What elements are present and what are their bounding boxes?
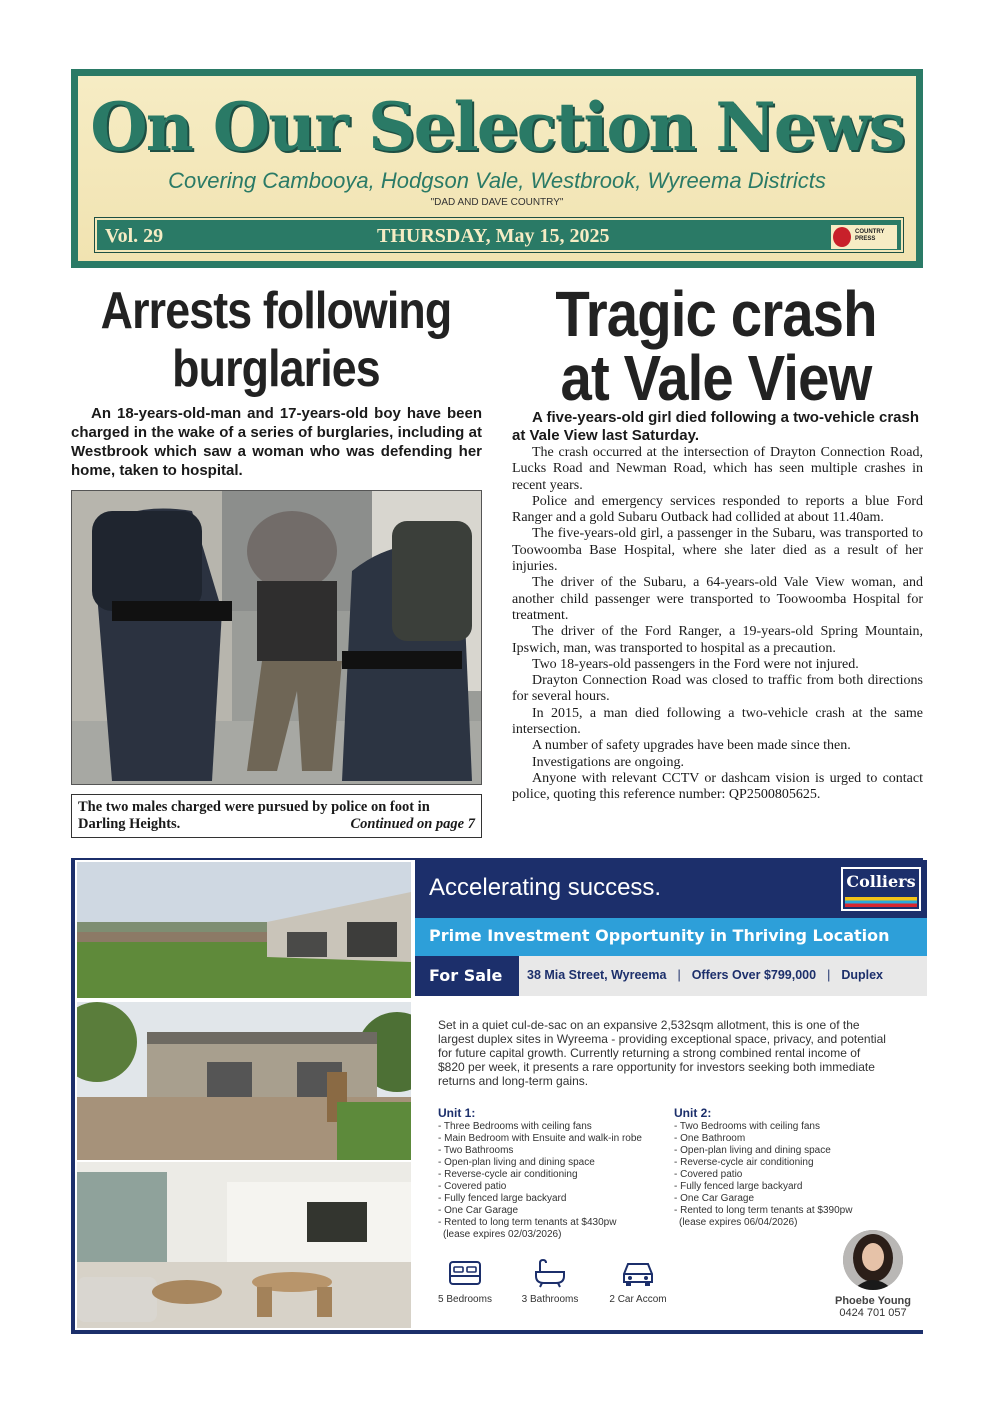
police-photo <box>71 490 482 785</box>
unit-1-features <box>438 1106 673 1241</box>
unit-feature: - One Bathroom <box>674 1133 746 1144</box>
paragraph: The driver of the Ford Ranger, a 19-years-old Spring Mountain, Ipswich, man, was transported to hospital as a precaution. <box>512 624 923 656</box>
paragraph: Two 18-years-old passengers in the Ford were not injured. <box>532 656 859 672</box>
paragraph: Police and emergency services responded to reports a blue Ford Ranger and a gold Subaru Outback had collided at about 11.40am. <box>512 493 923 526</box>
listing-info-row <box>415 956 927 996</box>
listing-price: Offers Over $799,000 <box>691 968 817 982</box>
unit-feature: - Open-plan living and dining space <box>674 1145 831 1156</box>
newspaper-title: On Our Selection News <box>90 88 904 166</box>
press-mark-icon <box>833 227 851 247</box>
listing-info <box>527 968 883 982</box>
listing-description: Set in a quiet cul-de-sac on an expansive 2,532sqm allotment, this is one of the largest duplex sites in Wyreema - providing exceptional space, privacy, and potential for future capital growth. Currently returning a strong combined rental income of $820 per week, it presents a rare opportunity for investors seeking both immediate returns and long-term gains. <box>438 1018 886 1088</box>
listing-type: Duplex <box>841 968 884 982</box>
property-interior-photo <box>77 1162 411 1328</box>
agent-avatar <box>843 1230 903 1290</box>
real-estate-ad[interactable] <box>71 858 923 1334</box>
listing-address: 38 Mia Street, Wyreema <box>527 968 667 982</box>
unit-feature: - Two Bedrooms with ceiling fans <box>674 1121 820 1132</box>
paragraph: Drayton Connection Road was closed to traffic from both directions for several hours. <box>512 673 923 705</box>
bath-icon <box>532 1258 568 1288</box>
feature-label: 2 Car Accom <box>609 1294 667 1305</box>
issue-bar <box>95 218 903 252</box>
agent-phone[interactable]: 0424 701 057 <box>839 1307 907 1319</box>
listing-separator: | <box>827 968 831 982</box>
country-press-logo <box>831 225 897 249</box>
unit-feature: - Covered patio <box>438 1181 507 1192</box>
lede-crash: A five-years-old girl died following a two-vehicle crash at Vale View last Saturday. <box>512 409 920 444</box>
headline-crash: Tragic crash at Vale View <box>555 278 877 414</box>
unit-feature: - One Car Garage <box>438 1205 519 1216</box>
unit-feature: - Rented to long term tenants at $390pw <box>674 1205 853 1216</box>
newspaper-tagline: "DAD AND DAVE COUNTRY" <box>430 197 564 208</box>
caption-text: The two males charged were pursued by police on foot in Darling Heights. <box>78 799 430 832</box>
ad-slogan: Accelerating success. <box>429 874 662 901</box>
colliers-stripes <box>845 897 917 907</box>
unit-title: Unit 1: <box>438 1106 476 1120</box>
unit-feature: (lease expires 06/04/2026) <box>679 1217 798 1228</box>
headline-arrests: Arrests following burglaries <box>100 282 452 398</box>
agent-contact[interactable] <box>825 1230 921 1319</box>
unit-feature: - Fully fenced large backyard <box>438 1193 567 1204</box>
unit-feature: - Covered patio <box>674 1169 743 1180</box>
unit-feature: - Fully fenced large backyard <box>674 1181 803 1192</box>
unit-feature: - One Car Garage <box>674 1193 755 1204</box>
unit-feature: - Main Bedroom with Ensuite and walk-in robe <box>438 1133 642 1144</box>
feature-icons <box>435 1258 715 1318</box>
ad-banner-text: Prime Investment Opportunity in Thriving Location <box>429 926 890 945</box>
unit-2-features <box>674 1106 909 1229</box>
bed-icon <box>447 1258 483 1288</box>
volume-number: Vol. 29 <box>105 225 164 247</box>
continued-link[interactable]: Continued on page 7 <box>350 816 475 832</box>
paragraph: A number of safety upgrades have been made since then. <box>532 738 851 754</box>
colliers-logo[interactable] <box>841 867 921 911</box>
lede-arrests: An 18-years-old-man and 17-years-old boy have been charged in the wake of a series of burglaries, including at Westbrook which saw a woman who was defending her home, taken to hospital. <box>71 405 482 479</box>
newspaper-subtitle: Covering Cambooya, Hodgson Vale, Westbrook, Wyreema Districts <box>168 168 826 193</box>
unit-feature: - Reverse-cycle air conditioning <box>674 1157 814 1168</box>
paragraph: Investigations are ongoing. <box>532 754 685 770</box>
paragraph: In 2015, a man died following a two-vehicle crash at the same intersection. <box>512 705 923 738</box>
unit-feature: (lease expires 02/03/2026) <box>443 1229 562 1240</box>
article-crash-body <box>512 409 923 804</box>
press-logo-text: COUNTRY PRESS <box>855 229 885 242</box>
car-icon <box>618 1258 658 1288</box>
paragraph: The five-years-old girl, a passenger in the Subaru, was transported to Toowoomba Base Hospital, where she later died as a result of her injuries. <box>512 526 923 575</box>
paragraph: The driver of the Subaru, a 64-years-old Vale View woman, and another child passenger were transported to Toowoomba Hospital for treatment. <box>512 575 923 623</box>
unit-title: Unit 2: <box>674 1106 712 1120</box>
ad-header <box>415 860 927 918</box>
car-feature <box>593 1258 683 1305</box>
for-sale-label: For Sale <box>415 956 519 996</box>
property-front-photo <box>77 1002 411 1160</box>
feature-label: 5 Bedrooms <box>438 1294 492 1305</box>
feature-label: 3 Bathrooms <box>521 1294 579 1305</box>
photo-caption <box>71 794 482 838</box>
unit-feature: - Rented to long term tenants at $430pw <box>438 1217 617 1228</box>
masthead <box>71 69 923 268</box>
unit-feature: - Three Bedrooms with ceiling fans <box>438 1121 592 1132</box>
colliers-brand-text: Colliers <box>846 872 916 891</box>
listing-separator: | <box>677 968 681 982</box>
ad-banner <box>415 918 927 956</box>
paragraph: The crash occurred at the intersection of Drayton Connection Road, Lucks Road and Newman Road, which has seen multiple crashes in recent years. <box>512 445 923 493</box>
bedrooms-feature <box>420 1258 510 1305</box>
bathrooms-feature <box>505 1258 595 1305</box>
paragraph: Anyone with relevant CCTV or dashcam vision is urged to contact police, quoting this reference number: QP2500805625. <box>512 770 923 803</box>
agent-name: Phoebe Young <box>835 1295 911 1307</box>
unit-feature: - Two Bathrooms <box>438 1145 514 1156</box>
unit-feature: - Reverse-cycle air conditioning <box>438 1169 578 1180</box>
property-exterior-photo <box>77 862 411 998</box>
issue-date: THURSDAY, May 15, 2025 <box>377 225 610 247</box>
unit-feature: - Open-plan living and dining space <box>438 1157 595 1168</box>
